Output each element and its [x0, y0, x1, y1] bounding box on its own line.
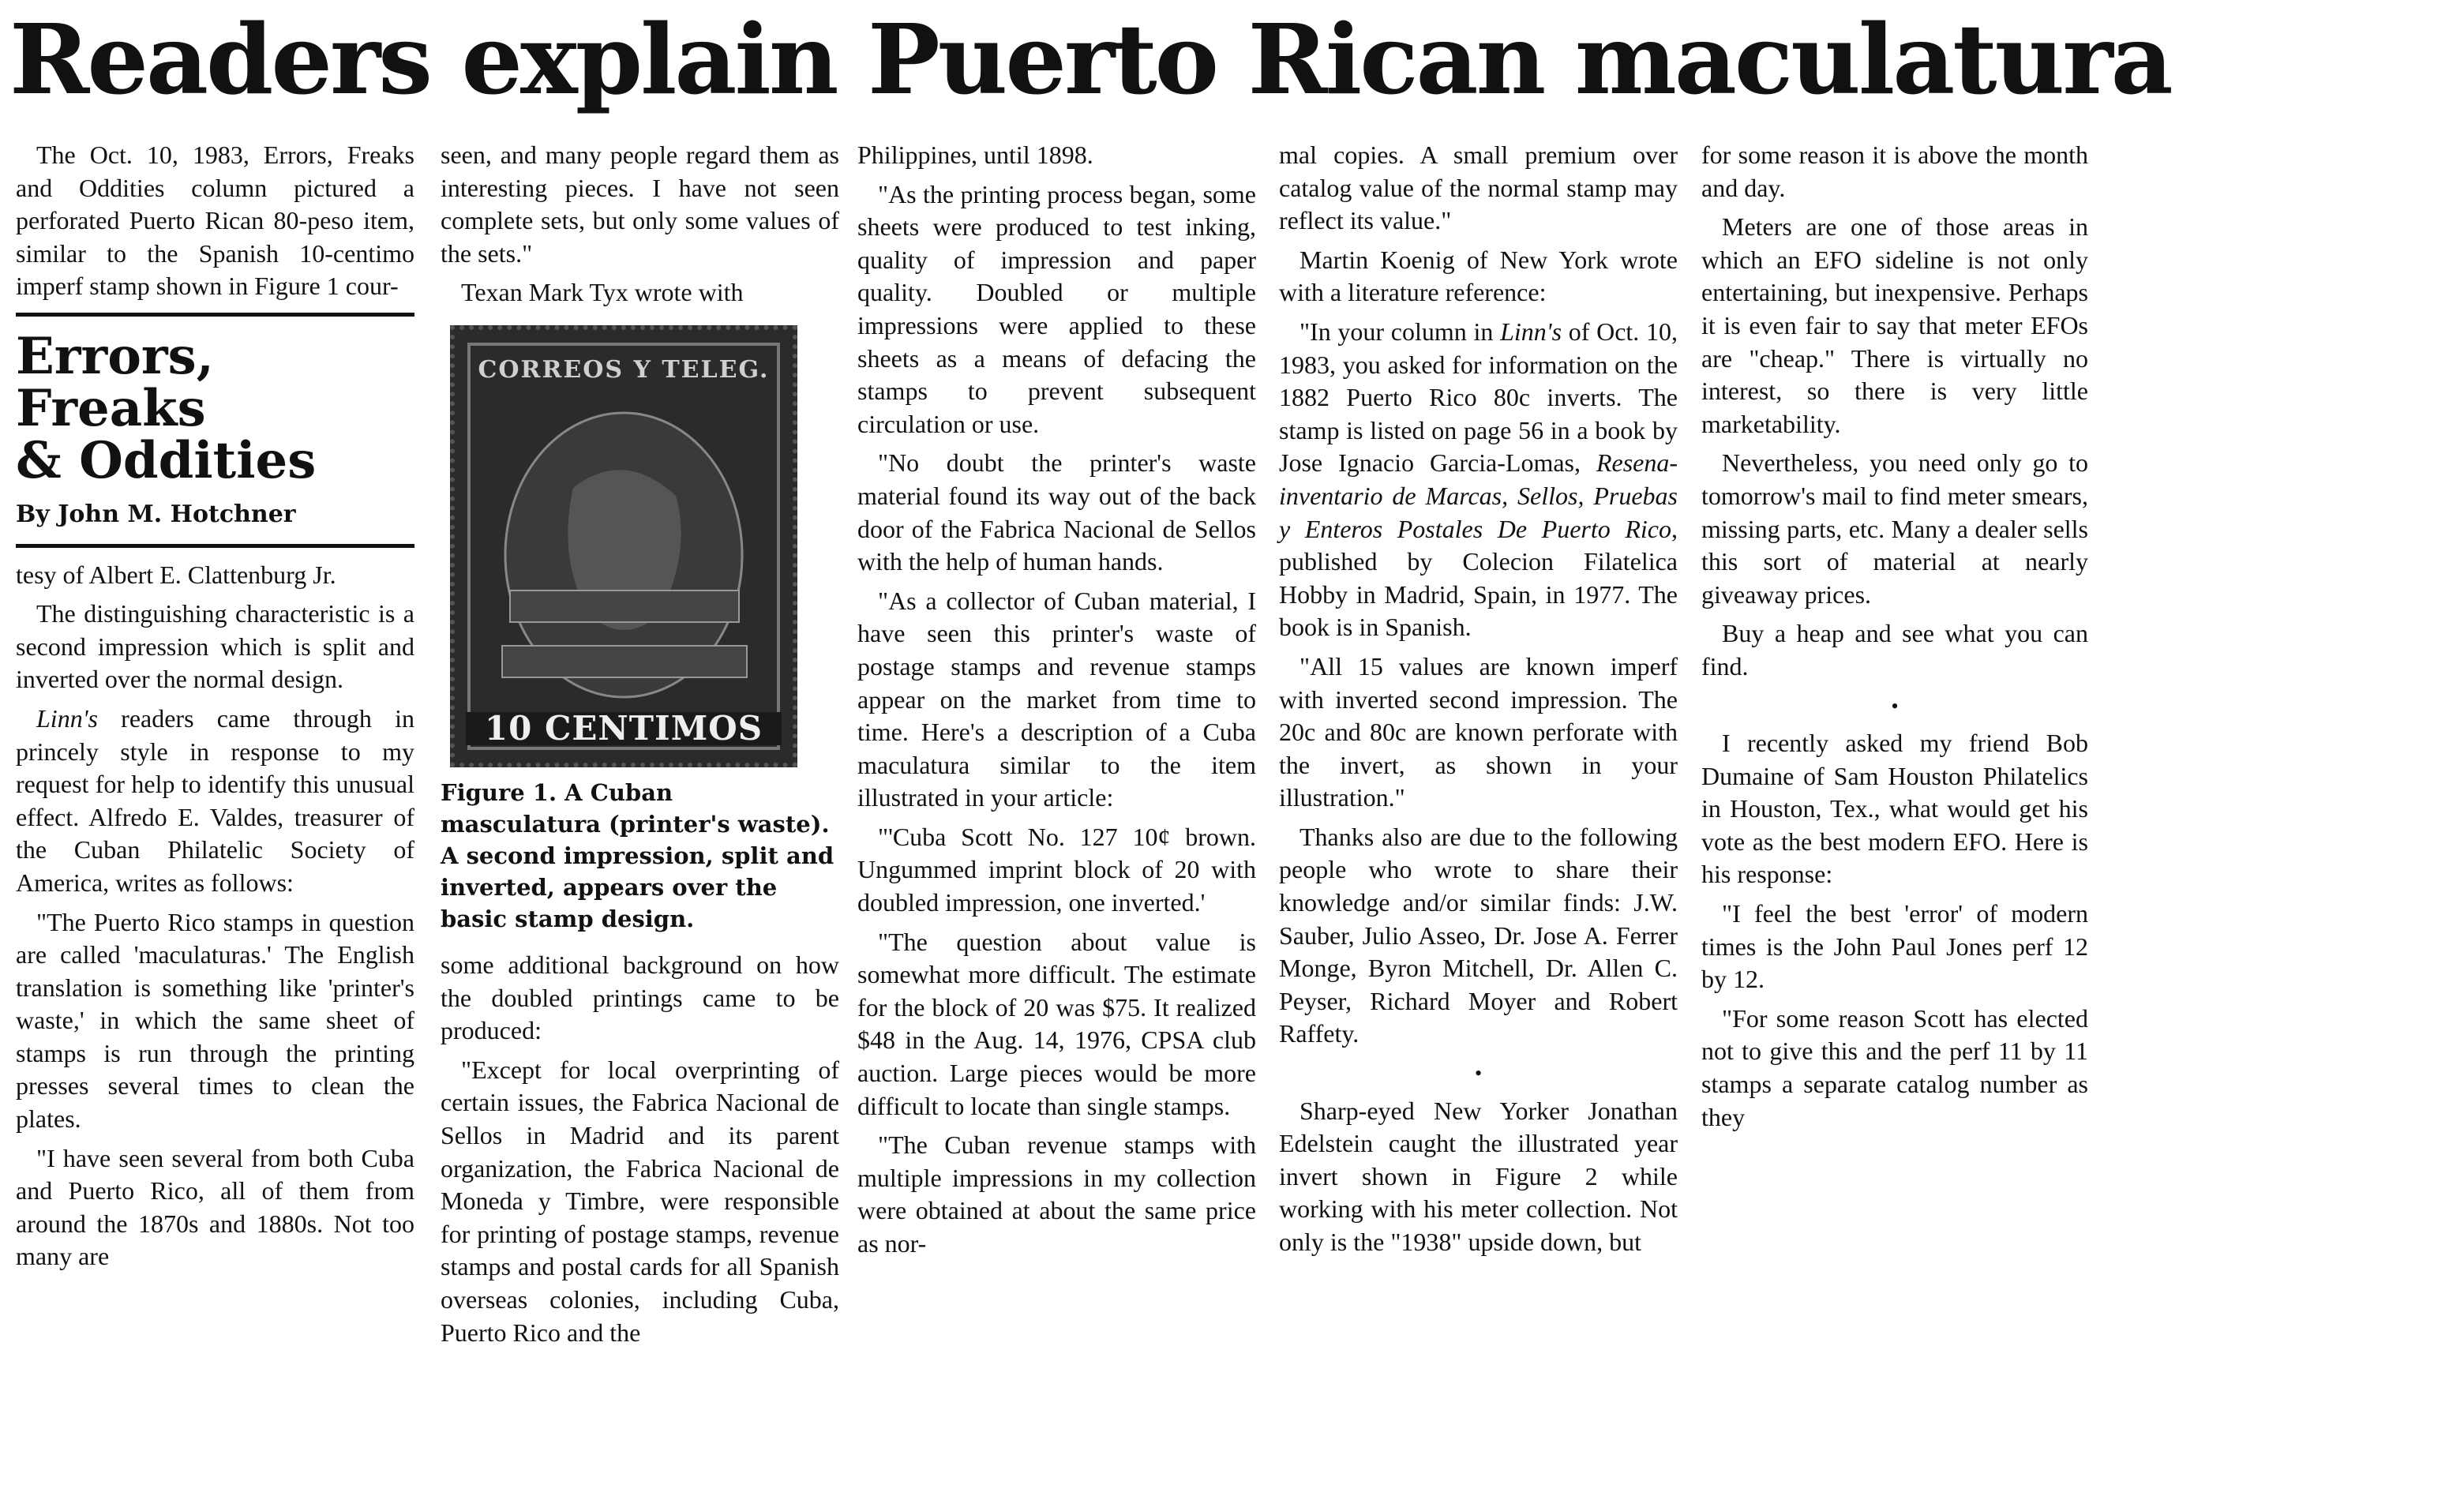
- paragraph: The Oct. 10, 1983, Errors, Freaks and Oddities column pictured a perforated Puerto Rican 80-peso item, similar to the Spanish 10-centimo imperf stamp shown in Figure 1 cour-: [16, 141, 414, 301]
- paragraph: Linn's readers came through in princely style in response to my request for help to identify this unusual effect. Alfredo E. Valdes, treasurer of the Cuban Philatelic Society of America, writes as follows:: [16, 703, 414, 897]
- figure-1: [441, 325, 839, 935]
- paragraph: some additional background on how the doubled printings came to be produced:: [441, 950, 839, 1045]
- column-heading-box: [16, 313, 414, 548]
- article-column-3: [857, 139, 1256, 1267]
- figure-caption: Figure 1. A Cuban masculatura (printer's waste). A second impression, split and inverted, appears over the basic stamp design.: [441, 778, 834, 932]
- paragraph: The distinguishing characteristic is a second impression which is split and inverted over the normal design.: [16, 599, 414, 694]
- paragraph: Buy a heap and see what you can find.: [1701, 619, 2088, 681]
- paragraph: Nevertheless, you need only go to tomorrow's mail to find meter smears, missing parts, etc. Many a dealer sells this sort of material at nearly giveaway prices.: [1701, 448, 2088, 609]
- stamp-top-text: CORREOS Y TELEG.: [478, 355, 770, 384]
- stamp-portrait-graphic: [455, 330, 793, 763]
- paragraph: Thanks also are due to the following people who wrote to share their knowledge and/or similar finds: J.W. Sauber, Julio Asseo, Dr. Jose A. Ferrer Monge, Byron Mitchell, Dr. Allen C. Peyser, Richard Moyer and Robert Raffety.: [1279, 822, 1678, 1048]
- paragraph: Philippines, until 1898.: [857, 141, 1093, 169]
- paragraph: "In your column in Linn's of Oct. 10, 1983, you asked for information on the 1882 Puerto Rico 80c inverts. The stamp is listed on page 56 in a book by Jose Ignacio Garcia-Lomas, Resena-inventario de Marcas, Sellos, Pruebas y Enteros Postales De Puerto Rico, published by Colecion Filatelica Hobby in Madrid, Spain, in 1977. The book is in Spanish.: [1279, 317, 1678, 642]
- paragraph: "For some reason Scott has elected not to give this and the perf 11 by 11 stamps a separate catalog number as they: [1701, 1003, 2088, 1131]
- section-divider-dot: •: [1474, 1062, 1483, 1085]
- paragraph: "'Cuba Scott No. 127 10¢ brown. Ungummed imprint block of 20 with doubled impression, one inverted.': [857, 822, 1256, 917]
- paragraph: Texan Mark Tyx wrote with: [461, 278, 744, 307]
- paragraph: "As a collector of Cuban material, I have seen this printer's waste of postage stamps and revenue stamps appear on the market from time to time. Here's a description of a Cuba maculatura similar to the item illustrated in your article:: [857, 586, 1256, 812]
- article-column-4: [1279, 139, 1678, 1265]
- article-column-1: [16, 139, 414, 1280]
- paragraph: Martin Koenig of New York wrote with a literature reference:: [1279, 245, 1678, 307]
- article-column-2: [441, 139, 839, 1355]
- byline: By John M. Hotchner: [16, 500, 296, 528]
- paragraph: "The Puerto Rico stamps in question are called 'maculaturas.' The English translation is something like 'printer's waste,' in which the same sheet of stamps is run through the printing presses several times to clean the plates.: [16, 907, 414, 1134]
- paragraph: "The Cuban revenue stamps with multiple impressions in my collection were obtained at about the same price as nor-: [857, 1130, 1256, 1258]
- paragraph: mal copies. A small premium over catalog value of the normal stamp may reflect its value.": [1279, 141, 1678, 235]
- article-column-5: [1701, 139, 2088, 1140]
- paragraph: I recently asked my friend Bob Dumaine of Sam Houston Philatelics in Houston, Tex., what would get his vote as the best modern EFO. Here is his response:: [1701, 729, 2088, 889]
- paragraph: Meters are one of those areas in which an EFO sideline is not only entertaining, but inexpensive. Perhaps it is even fair to say that meter EFOs are "cheap." There is virtually no interest, so there is very little marketability.: [1701, 212, 2088, 438]
- paragraph: "Except for local overprinting of certain issues, the Fabrica Nacional de Sellos in Madrid and its parent organization, the Fabrica Nacional de Moneda y Timbre, were responsible for printing of postage stamps, revenue stamps and postal cards for all Spanish overseas colonies, including Cuba, Puerto Rico and the: [441, 1055, 839, 1347]
- headline: Readers explain Puerto Rican maculatura: [9, 2, 2171, 116]
- paragraph: "All 15 values are known imperf with inverted second impression. The 20c and 80c are known perforate with the invert, as shown in your illustration.": [1279, 651, 1678, 812]
- paragraph: "No doubt the printer's waste material found its way out of the back door of the Fabrica Nacional de Sellos with the help of human hands.: [857, 448, 1256, 576]
- paragraph: "The question about value is somewhat more difficult. The estimate for the block of 20 was $75. It realized $48 in the Aug. 14, 1976, CPSA club auction. Large pieces would be more difficult to locate than single stamps.: [857, 927, 1256, 1120]
- paragraph: "As the printing process began, some sheets were produced to test inking, quality of impression and paper quality. Doubled or multiple impressions were applied to these sheets as a means of defacing the stamps to prevent subsequent circulation or use.: [857, 179, 1256, 438]
- paragraph: seen, and many people regard them as interesting pieces. I have not seen complete sets, but only some values of the sets.": [441, 141, 839, 268]
- column-title: Errors, Freaks & Oddities: [16, 326, 317, 490]
- paragraph: "I feel the best 'error' of modern times is the John Paul Jones perf 12 by 12.: [1701, 899, 2088, 994]
- paragraph: for some reason it is above the month and day.: [1701, 141, 2088, 202]
- paragraph: "I have seen several from both Cuba and Puerto Rico, all of them from around the 1870s and 1880s. Not too many are: [16, 1143, 414, 1271]
- stamp-value-text: 10 CENTIMOS: [466, 712, 782, 745]
- section-divider-dot: •: [1891, 694, 1899, 718]
- paragraph: Sharp-eyed New Yorker Jonathan Edelstein caught the illustrated year invert shown in Figure 2 while working with his meter collection. Not only is the "1938" upside down, but: [1279, 1096, 1678, 1256]
- stamp-image: [450, 325, 797, 767]
- paragraph: tesy of Albert E. Clattenburg Jr.: [16, 560, 336, 589]
